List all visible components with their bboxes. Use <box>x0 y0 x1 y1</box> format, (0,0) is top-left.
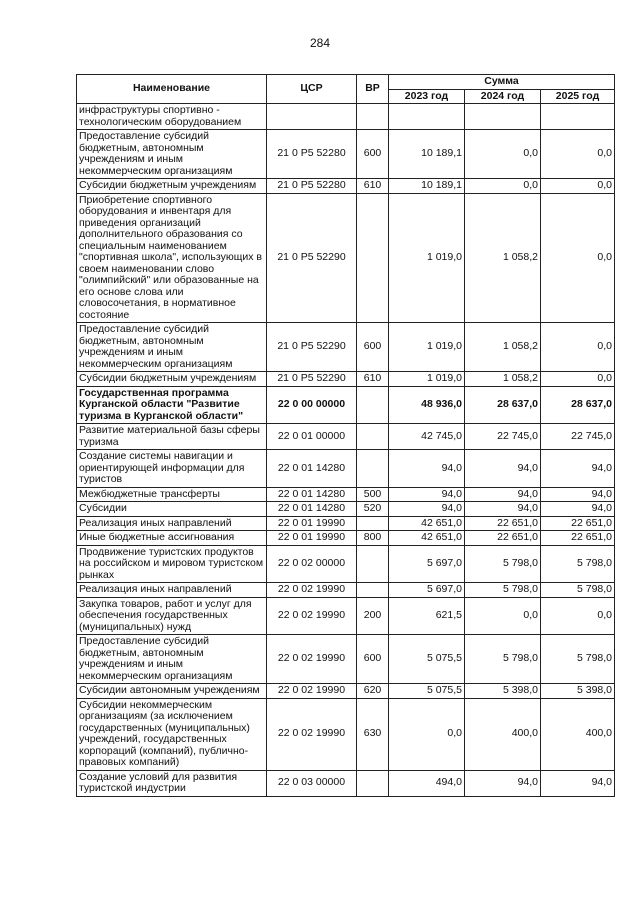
table-row <box>77 531 615 546</box>
row-amount-2024: 5 798,0 <box>465 635 541 684</box>
row-amount-2023: 94,0 <box>389 502 465 517</box>
row-csr: 21 0 P5 52280 <box>267 179 357 194</box>
row-amount-2023: 5 697,0 <box>389 545 465 583</box>
row-csr: 22 0 01 00000 <box>267 424 357 450</box>
row-name: Субсидии некоммерческим организациям (за исключением государственных (муниципальных) учреждений, государственных корпораций (компаний), публично-правовых компаний) <box>77 698 267 770</box>
row-name: Государственная программа Курганской области "Развитие туризма в Курганской области" <box>77 386 267 424</box>
row-csr: 21 0 P5 52290 <box>267 323 357 372</box>
row-csr: 21 0 P5 52290 <box>267 372 357 387</box>
row-vr: 610 <box>357 372 389 387</box>
row-name: Приобретение спортивного оборудования и инвентаря для приведения организаций дополнительного образования со специальным наименованием "спортивная школа", использующих в своем наименовании слово "олимпийский" или образованные на его основе слова или словосочетания, в нормативное состояние <box>77 193 267 323</box>
header-year-2025: 2025 год <box>541 89 615 104</box>
row-amount-2024: 0,0 <box>465 130 541 179</box>
row-vr <box>357 193 389 323</box>
budget-table <box>76 74 615 797</box>
row-vr: 600 <box>357 635 389 684</box>
page-number: 284 <box>309 36 331 50</box>
table-header <box>77 75 615 104</box>
row-csr: 22 0 01 14280 <box>267 502 357 517</box>
row-csr: 21 0 P5 52280 <box>267 130 357 179</box>
table-row <box>77 635 615 684</box>
row-name: Субсидии <box>77 502 267 517</box>
row-amount-2025: 94,0 <box>541 487 615 502</box>
row-csr: 21 0 P5 52290 <box>267 193 357 323</box>
row-amount-2023: 621,5 <box>389 597 465 635</box>
table-row <box>77 502 615 517</box>
row-amount-2025: 94,0 <box>541 770 615 796</box>
row-amount-2023: 48 936,0 <box>389 386 465 424</box>
table-body <box>77 104 615 797</box>
row-amount-2025: 0,0 <box>541 179 615 194</box>
row-amount-2023: 5 075,5 <box>389 684 465 699</box>
table-row <box>77 193 615 323</box>
row-csr: 22 0 01 14280 <box>267 487 357 502</box>
row-csr: 22 0 00 00000 <box>267 386 357 424</box>
row-vr: 200 <box>357 597 389 635</box>
header-sum: Сумма <box>389 75 615 90</box>
row-amount-2023: 42 745,0 <box>389 424 465 450</box>
row-amount-2024: 1 058,2 <box>465 323 541 372</box>
row-name: Создание условий для развития туристской индустрии <box>77 770 267 796</box>
row-amount-2023: 5 697,0 <box>389 583 465 598</box>
row-amount-2024: 94,0 <box>465 502 541 517</box>
row-csr: 22 0 02 19990 <box>267 635 357 684</box>
row-amount-2024: 5 798,0 <box>465 583 541 598</box>
row-csr: 22 0 01 19990 <box>267 516 357 531</box>
row-amount-2024: 0,0 <box>465 597 541 635</box>
row-amount-2025: 0,0 <box>541 372 615 387</box>
row-vr: 500 <box>357 487 389 502</box>
row-amount-2023: 10 189,1 <box>389 130 465 179</box>
row-csr: 22 0 01 14280 <box>267 450 357 488</box>
row-name: Предоставление субсидий бюджетным, автономным учреждениям и иным некоммерческим организациям <box>77 635 267 684</box>
row-vr <box>357 386 389 424</box>
row-amount-2025: 28 637,0 <box>541 386 615 424</box>
row-csr: 22 0 02 19990 <box>267 583 357 598</box>
row-vr: 610 <box>357 179 389 194</box>
row-amount-2024 <box>465 104 541 130</box>
row-amount-2024: 94,0 <box>465 487 541 502</box>
row-name: Межбюджетные трансферты <box>77 487 267 502</box>
row-vr: 800 <box>357 531 389 546</box>
row-amount-2024: 94,0 <box>465 770 541 796</box>
row-vr <box>357 583 389 598</box>
row-csr: 22 0 01 19990 <box>267 531 357 546</box>
row-csr: 22 0 02 19990 <box>267 684 357 699</box>
row-vr: 630 <box>357 698 389 770</box>
row-amount-2025: 5 798,0 <box>541 545 615 583</box>
row-amount-2024: 22 651,0 <box>465 516 541 531</box>
row-amount-2024: 5 798,0 <box>465 545 541 583</box>
row-vr: 520 <box>357 502 389 517</box>
row-amount-2025 <box>541 104 615 130</box>
row-name: Закупка товаров, работ и услуг для обеспечения государственных (муниципальных) нужд <box>77 597 267 635</box>
row-name: Реализация иных направлений <box>77 583 267 598</box>
table-row <box>77 386 615 424</box>
row-amount-2025: 94,0 <box>541 502 615 517</box>
row-amount-2024: 1 058,2 <box>465 372 541 387</box>
row-amount-2024: 94,0 <box>465 450 541 488</box>
row-name: Развитие материальной базы сферы туризма <box>77 424 267 450</box>
row-vr <box>357 545 389 583</box>
row-amount-2025: 0,0 <box>541 130 615 179</box>
row-amount-2023: 10 189,1 <box>389 179 465 194</box>
row-amount-2023: 1 019,0 <box>389 193 465 323</box>
table-row <box>77 516 615 531</box>
row-amount-2025: 94,0 <box>541 450 615 488</box>
row-amount-2024: 5 398,0 <box>465 684 541 699</box>
table-row <box>77 323 615 372</box>
row-amount-2025: 0,0 <box>541 597 615 635</box>
row-name: Субсидии бюджетным учреждениям <box>77 372 267 387</box>
table-row <box>77 583 615 598</box>
row-amount-2023 <box>389 104 465 130</box>
header-vr: ВР <box>357 75 389 104</box>
header-year-2024: 2024 год <box>465 89 541 104</box>
row-name: Создание системы навигации и ориентирующей информации для туристов <box>77 450 267 488</box>
row-vr <box>357 770 389 796</box>
row-name: Продвижение туристских продуктов на российском и мировом туристском рынках <box>77 545 267 583</box>
row-name: Иные бюджетные ассигнования <box>77 531 267 546</box>
row-vr <box>357 450 389 488</box>
row-amount-2023: 1 019,0 <box>389 372 465 387</box>
row-amount-2023: 42 651,0 <box>389 516 465 531</box>
table-row <box>77 130 615 179</box>
table-row <box>77 698 615 770</box>
table-row <box>77 372 615 387</box>
row-amount-2024: 400,0 <box>465 698 541 770</box>
row-name: Предоставление субсидий бюджетным, автономным учреждениям и иным некоммерческим организациям <box>77 130 267 179</box>
row-vr <box>357 516 389 531</box>
row-csr: 22 0 03 00000 <box>267 770 357 796</box>
row-amount-2023: 494,0 <box>389 770 465 796</box>
row-amount-2024: 1 058,2 <box>465 193 541 323</box>
row-vr <box>357 104 389 130</box>
row-amount-2023: 94,0 <box>389 487 465 502</box>
row-amount-2025: 22 651,0 <box>541 531 615 546</box>
row-amount-2024: 28 637,0 <box>465 386 541 424</box>
table-row <box>77 104 615 130</box>
row-amount-2024: 22 745,0 <box>465 424 541 450</box>
row-amount-2023: 5 075,5 <box>389 635 465 684</box>
table-row <box>77 545 615 583</box>
row-vr: 600 <box>357 323 389 372</box>
row-vr <box>357 424 389 450</box>
row-name: Реализация иных направлений <box>77 516 267 531</box>
row-amount-2025: 5 798,0 <box>541 635 615 684</box>
table-row <box>77 684 615 699</box>
row-amount-2025: 22 745,0 <box>541 424 615 450</box>
table-row <box>77 597 615 635</box>
row-vr: 620 <box>357 684 389 699</box>
row-amount-2024: 0,0 <box>465 179 541 194</box>
table-row <box>77 770 615 796</box>
row-vr: 600 <box>357 130 389 179</box>
row-csr: 22 0 02 00000 <box>267 545 357 583</box>
row-name: инфраструктуры спортивно - технологическим оборудованием <box>77 104 267 130</box>
row-csr <box>267 104 357 130</box>
table-row <box>77 424 615 450</box>
row-amount-2023: 0,0 <box>389 698 465 770</box>
row-amount-2023: 42 651,0 <box>389 531 465 546</box>
row-name: Субсидии автономным учреждениям <box>77 684 267 699</box>
row-amount-2025: 400,0 <box>541 698 615 770</box>
row-amount-2025: 5 798,0 <box>541 583 615 598</box>
header-year-2023: 2023 год <box>389 89 465 104</box>
row-csr: 22 0 02 19990 <box>267 597 357 635</box>
row-amount-2025: 5 398,0 <box>541 684 615 699</box>
row-amount-2025: 0,0 <box>541 193 615 323</box>
row-name: Предоставление субсидий бюджетным, автономным учреждениям и иным некоммерческим организациям <box>77 323 267 372</box>
row-amount-2023: 1 019,0 <box>389 323 465 372</box>
header-csr: ЦСР <box>267 75 357 104</box>
row-amount-2025: 22 651,0 <box>541 516 615 531</box>
table-row <box>77 487 615 502</box>
table-row <box>77 179 615 194</box>
row-name: Субсидии бюджетным учреждениям <box>77 179 267 194</box>
header-name: Наименование <box>77 75 267 104</box>
row-amount-2023: 94,0 <box>389 450 465 488</box>
row-csr: 22 0 02 19990 <box>267 698 357 770</box>
table-row <box>77 450 615 488</box>
row-amount-2025: 0,0 <box>541 323 615 372</box>
row-amount-2024: 22 651,0 <box>465 531 541 546</box>
